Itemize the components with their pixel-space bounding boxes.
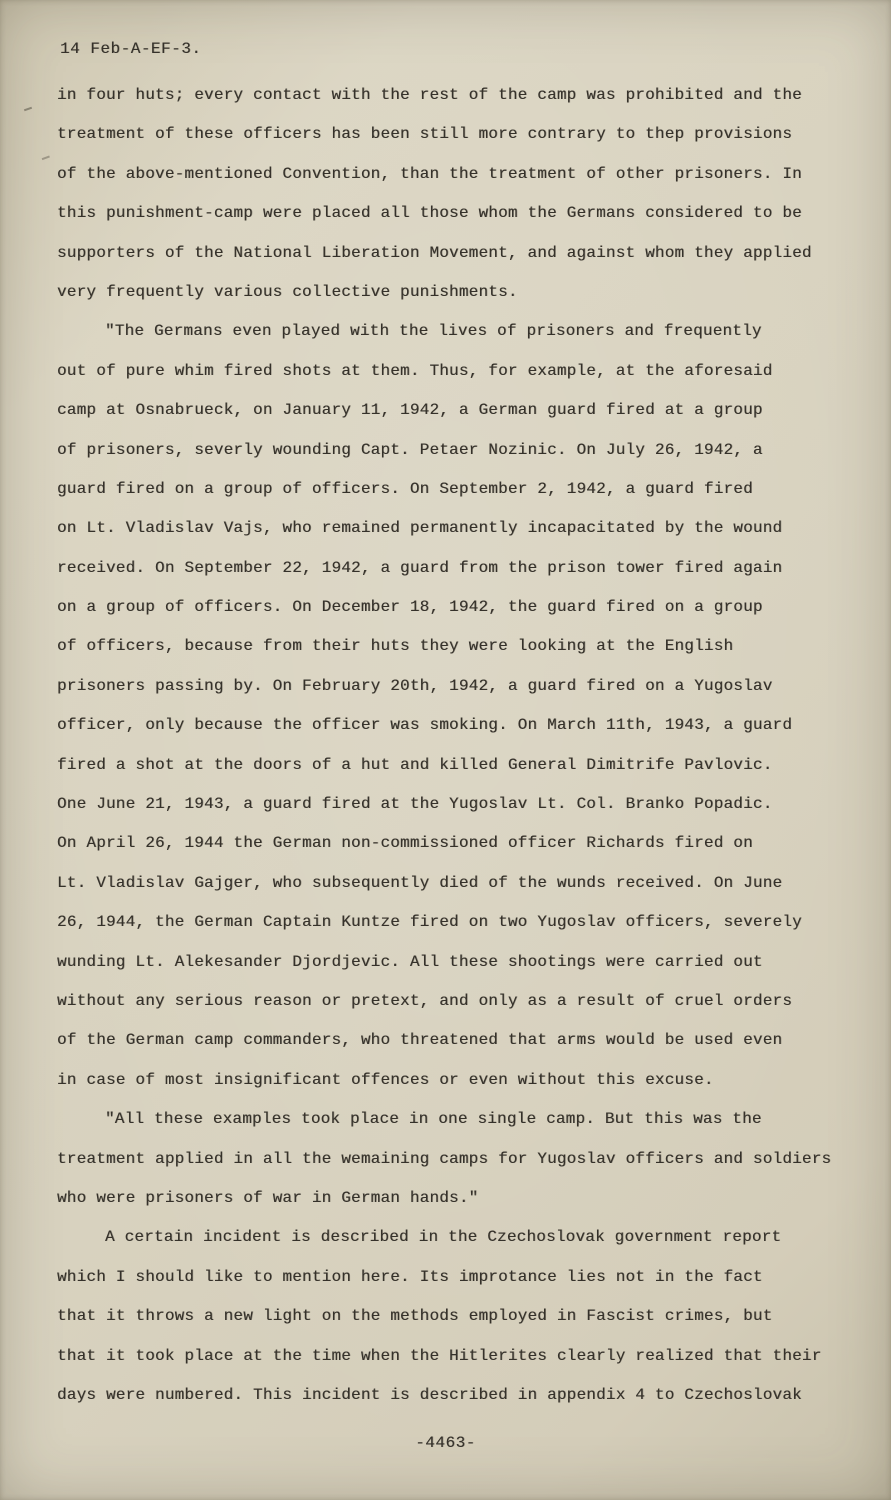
text-line: who were prisoners of war in German hands." <box>57 1188 479 1207</box>
document-body <box>57 76 857 1415</box>
text-line: out of pure whim fired shots at them. Thus, for example, at the aforesaid <box>57 361 773 380</box>
text-line: treatment of these officers has been still more contrary to thep provisions <box>57 125 793 144</box>
text-line: days were numbered. This incident is described in appendix 4 to Czechoslovak <box>57 1385 802 1404</box>
text-line: 26, 1944, the German Captain Kuntze fired on two Yugoslav officers, severely <box>57 913 802 932</box>
text-line: officer, only because the officer was smoking. On March 11th, 1943, a guard <box>57 716 793 735</box>
text-line: without any serious reason or pretext, and only as a result of cruel orders <box>57 991 793 1010</box>
text-line: "The Germans even played with the lives of prisoners and frequently <box>105 322 762 341</box>
text-line: camp at Osnabrueck, on January 11, 1942, a German guard fired at a group <box>57 401 763 420</box>
text-line: "All these examples took place in one single camp. But this was the <box>105 1110 762 1129</box>
text-line: very frequently various collective punishments. <box>57 282 518 301</box>
text-line: that it throws a new light on the methods employed in Fascist crimes, but <box>57 1307 773 1326</box>
text-line: in case of most insignificant offences or even without this excuse. <box>57 1070 714 1089</box>
document-reference-code: 14 Feb-A-EF-3. <box>60 40 202 58</box>
text-line: of the German camp commanders, who threatened that arms would be used even <box>57 1031 783 1050</box>
text-line: this punishment-camp were placed all those whom the Germans considered to be <box>57 204 802 223</box>
text-line: of the above-mentioned Convention, than the treatment of other prisoners. In <box>57 164 802 183</box>
text-line: Lt. Vladislav Gajger, who subsequently died of the wunds received. On June <box>57 873 783 892</box>
text-line: supporters of the National Liberation Movement, and against whom they applied <box>57 243 812 262</box>
text-line: of officers, because from their huts they were looking at the English <box>57 637 734 656</box>
text-line: One June 21, 1943, a guard fired at the Yugoslav Lt. Col. Branko Popadic. <box>57 795 773 814</box>
text-line: wunding Lt. Alekesander Djordjevic. All these shootings were carried out <box>57 952 763 971</box>
text-line: on Lt. Vladislav Vajs, who remained permanently incapacitated by the wound <box>57 519 783 538</box>
text-line: received. On September 22, 1942, a guard from the prison tower fired again <box>57 558 783 577</box>
text-line: On April 26, 1944 the German non-commissioned officer Richards fired on <box>57 834 753 853</box>
page-number: -4463- <box>415 1434 476 1452</box>
text-line: in four huts; every contact with the rest of the camp was prohibited and the <box>57 86 802 104</box>
text-line: A certain incident is described in the Czechoslovak government report <box>105 1228 782 1247</box>
text-line: of prisoners, severly wounding Capt. Petaer Nozinic. On July 26, 1942, a <box>57 440 763 459</box>
text-line: on a group of officers. On December 18, 1942, the guard fired on a group <box>57 598 763 617</box>
text-line: that it took place at the time when the Hitlerites clearly realized that their <box>57 1346 822 1365</box>
text-line: prisoners passing by. On February 20th, 1942, a guard fired on a Yugoslav <box>57 676 773 695</box>
text-line: treatment applied in all the wemaining camps for Yugoslav officers and soldiers <box>57 1149 832 1168</box>
text-line: fired a shot at the doors of a hut and killed General Dimitrife Pavlovic. <box>57 755 773 774</box>
text-line: which I should like to mention here. Its improtance lies not in the fact <box>57 1267 763 1286</box>
text-line: guard fired on a group of officers. On September 2, 1942, a guard fired <box>57 479 753 498</box>
